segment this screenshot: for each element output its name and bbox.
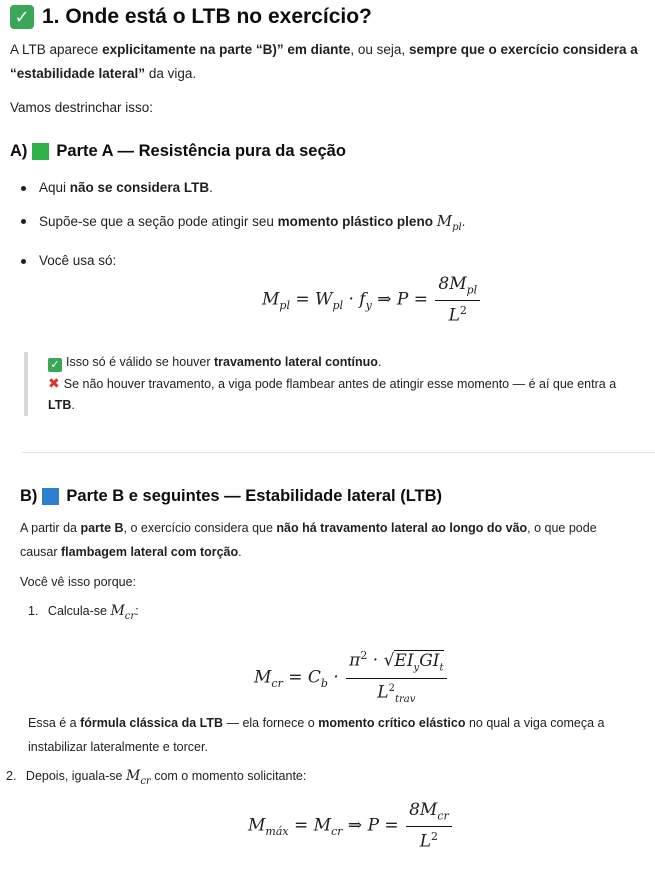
- section-divider: [22, 452, 655, 453]
- item-1-explanation: Essa é a fórmula clássica da LTB — ela fornece o momento crítico elástico no qual a viga começa a instabilizar lateralmente e torcer.: [28, 716, 605, 754]
- part-b-title: Parte B e seguintes — Estabilidade lateral (LTB): [66, 487, 443, 505]
- intro-text: , ou seja,: [350, 42, 409, 57]
- note-quote: [24, 352, 653, 416]
- part-b-heading: [20, 487, 442, 506]
- intro-text-2: Vamos destrinchar isso:: [10, 100, 154, 115]
- intro-text: A LTB aparece: [10, 42, 103, 57]
- note-line-3: LTB.: [48, 398, 75, 412]
- equation-mmax: $M_{máx} = M_{cr}$ ⇒ P = $\frac{8M_{cr}}{L^2}$: [248, 800, 454, 852]
- part-a-bullets: [10, 178, 640, 271]
- part-a-prefix: A): [10, 142, 28, 160]
- equation-mcr: $M_{cr} = C_b$ · $\frac{\pi^2 \cdot √EI_yGI_t}{L^2_{trav}}$: [254, 646, 449, 710]
- check-mark-icon: ✓: [10, 5, 34, 29]
- intro-text: da viga.: [145, 66, 197, 81]
- list-item-1: 1. Calcula-se $M_{cr}$:: [28, 603, 139, 622]
- intro-bold: sempre que o exercício considera a “estabilidade lateral”: [10, 42, 638, 81]
- list-item-2: 2. Depois, iguala-se $M_{cr}$ com o momento solicitante:: [6, 768, 307, 787]
- list-item: Supõe-se que a seção pode atingir seu momento plástico pleno $M_{pl}$.: [10, 211, 640, 238]
- intro-bold: explicitamente na parte “B)” em diante: [102, 42, 351, 57]
- green-square-icon: [32, 143, 49, 160]
- section-heading: [10, 0, 372, 32]
- part-a-heading: [10, 142, 346, 161]
- equation-mpl: $M_{pl} = W_{pl} \cdot f_y$ ⇒ P = $\frac{8M_{pl}}{L^2}$: [262, 274, 482, 326]
- part-b-line: Você vê isso porque:: [20, 575, 137, 589]
- note-line-2: ✖ Se não houver travamento, a viga pode flambear antes de atingir esse momento — é aí que entra a: [48, 375, 617, 391]
- part-b-prefix: B): [20, 487, 38, 505]
- part-b-paragraph: A partir da parte B, o exercício considera que não há travamento lateral ao longo do vão, o que pode causar flambagem lateral com torção.: [20, 521, 597, 559]
- intro-paragraph: [10, 38, 650, 86]
- heading-title: 1. Onde está o LTB no exercício?: [42, 5, 372, 28]
- list-item: Você usa só:: [10, 251, 640, 271]
- blue-square-icon: [42, 488, 59, 505]
- intro-line-2: [10, 94, 153, 121]
- cross-mark-icon: ✖: [48, 375, 60, 391]
- item-number: 1.: [28, 604, 39, 618]
- part-a-title: Parte A — Resistência pura da seção: [56, 142, 346, 160]
- item-number: 2.: [6, 769, 17, 783]
- list-item: Aqui não se considera LTB.: [10, 178, 640, 198]
- check-mark-icon: ✓: [48, 358, 62, 372]
- note-line-1: ✓ Isso só é válido se houver travamento lateral contínuo.: [48, 352, 653, 373]
